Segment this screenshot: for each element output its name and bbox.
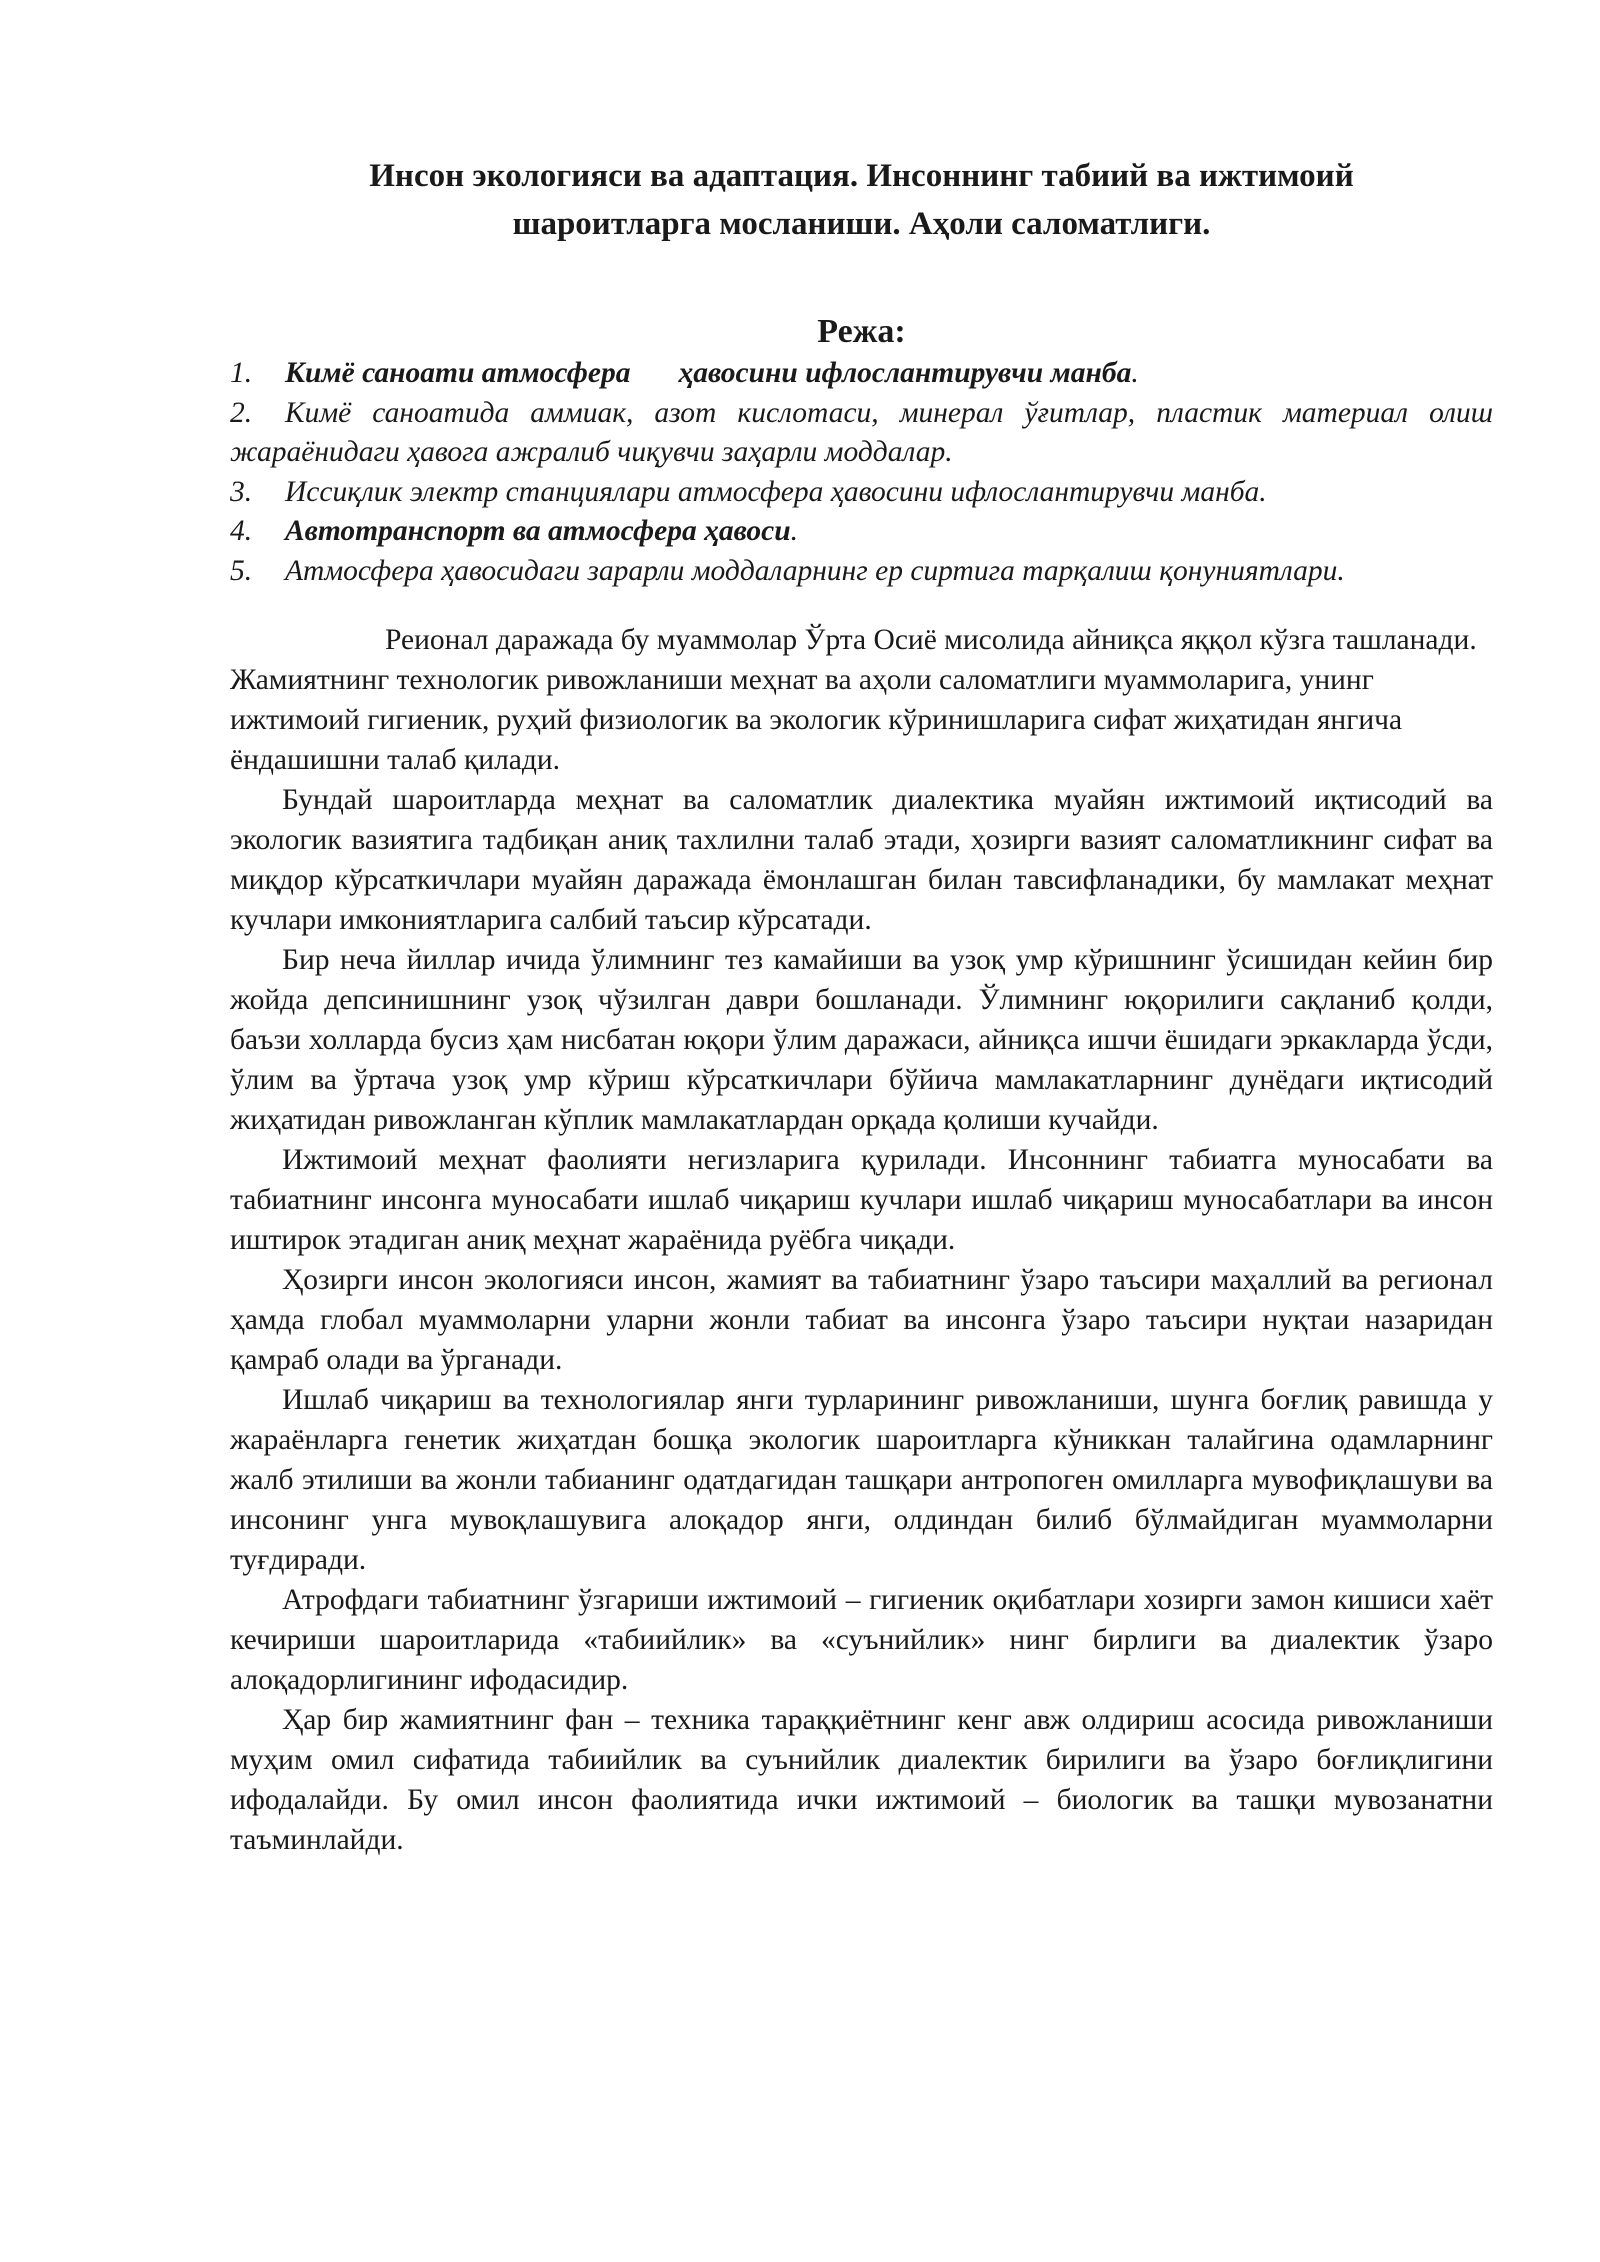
body-paragraph: Ишлаб чиқариш ва технологиялар янги турларининг ривожланиши, шунга боғлиқ равишда у жараёнларга генетик жиҳатдан бошқа экологик шароитларга кўниккан талайгина одамларнинг жалб этилиши ва жонли табианинг одатдагидан ташқари антропоген омилларга мувофиқлашуви ва инсонинг унга мувоқлашувига алоқадор янги, олдиндан билиб бўлмайдиган муаммоларни туғдиради. — [230, 1384, 1493, 1576]
plan-item-suffix: . — [1131, 357, 1139, 389]
title-line-2: шароитларга мосланиши. Аҳоли саломатлиги. — [512, 206, 1211, 242]
plan-item — [230, 512, 1493, 552]
body-paragraph: Ҳозирги инсон экологияси инсон, жамият ва табиатнинг ўзаро таъсири маҳаллий ва регионал ҳамда глобал муаммоларни уларни жонли табиат ва инсонга ўзаро таъсири нуқтаи назаридан қамраб олади ва ўрганади. — [230, 1264, 1493, 1376]
plan-item — [230, 473, 1493, 513]
body-paragraph: Бир неча йиллар ичида ўлимнинг тез камайиши ва узоқ умр кўришнинг ўсишидан кейин бир жойда депсинишнинг узоқ чўзилган даври бошланади. Ўлимнинг юқорилиги сақланиб қолди, баъзи холларда бусиз ҳам нисбатан юқори ўлим даражаси, айниқса ишчи ёшидаги эркакларда ўсди, ўлим ва ўртача узоқ умр кўриш кўрсаткичлари бўйича мамлакатларнинг дунёдаги иқтисодий жиҳатидан ривожланган кўплик мамлакатлардан орқада қолиши кучайди. — [230, 944, 1493, 1136]
plan-item — [230, 354, 1493, 394]
plan-item-text: Автотранспорт ва атмосфера ҳавоси — [285, 515, 791, 547]
plan-item-number: 1. — [230, 357, 253, 389]
plan-item-text: ҳавосини ифлослантирувчи манба — [678, 357, 1132, 389]
plan-item — [230, 394, 1493, 473]
plan-item-number: 4. — [230, 515, 253, 547]
plan-item-number: 3. — [230, 475, 253, 508]
body-paragraph: Бундай шароитларда меҳнат ва саломатлик диалектика муайян ижтимоий иқтисодий ва экологик вазиятига тадбиқан аниқ тахлилни талаб этади, ҳозирги вазият саломатликнинг сифат ва миқдор кўрсаткичлари муайян даражада ёмонлашган билан тавсифланадики, бу мамлакат меҳнат кучлари имкониятларига салбий таъсир кўрсатади. — [230, 784, 1493, 936]
body-paragraph: Ҳар бир жамиятнинг фан – техника тараққиётнинг кенг авж олдириш асосида ривожланиши муҳим омил сифатида табиийлик ва суънийлик диалектик бирилиги ва ўзаро боғлиқлигини ифодалайди. Бу омил инсон фаолиятида ички ижтимоий – биологик ва ташқи мувозанатни таъминлайди. — [230, 1704, 1493, 1856]
plan-item-text: Атмосфера ҳавосидаги зарарли моддаларнинг ер сиртига тарқалиш қонуниятлари. — [285, 554, 1345, 587]
plan-heading: Режа: — [817, 313, 906, 350]
plan-item — [230, 552, 1493, 592]
plan-item-text: Иссиқлик электр станциялари атмосфера ҳавосини ифлослантирувчи манба. — [285, 475, 1267, 508]
plan-item-text: Кимё саноатида аммиак, азот кислотаси, минерал ўғитлар, пластик материал олиш жараёнидаги ҳавога ажралиб чиқувчи заҳарли моддалар. — [230, 396, 1493, 468]
plan-item-number: 2. — [230, 396, 253, 429]
plan-item-text: Кимё саноати атмосфера — [285, 357, 631, 389]
document-title — [230, 152, 1493, 248]
title-line-1: Инсон экологияси ва адаптация. Инсоннинг табиий ва ижтимоий — [369, 158, 1354, 194]
plan-item-suffix: . — [790, 515, 799, 547]
body-paragraph: Ижтимоий меҳнат фаолияти негизларига қурилади. Инсоннинг табиатга муносабати ва табиатнинг инсонга муносабати ишлаб чиқариш кучлари ишлаб чиқариш муносабатлари ва инсон иштирок этадиган аниқ меҳнат жараёнида руёбга чиқади. — [230, 1144, 1493, 1256]
document-page — [230, 0, 1493, 1860]
body-paragraph: Атрофдаги табиатнинг ўзгариши ижтимоий – гигиеник оқибатлари хозирги замон кишиси хаёт кечириши шароитларида «табиийлик» ва «суънийлик» нинг бирлиги ва диалектик ўзаро алоқадорлигининг ифодасидир. — [230, 1584, 1493, 1696]
plan-item-number: 5. — [230, 554, 253, 587]
body-paragraph: Реионал даражада бу муаммолар Ўрта Осиё мисолида айниқса яққол кўзга ташланади. Жамиятнинг технологик ривожланиши меҳнат ва аҳоли саломатлиги муаммоларига, унинг ижтимоий гигиеник, руҳий физиологик ва экологик кўринишларига сифат жиҳатидан янгича ёндашишни талаб қилади. — [230, 624, 1477, 776]
plan-list — [230, 354, 1493, 591]
